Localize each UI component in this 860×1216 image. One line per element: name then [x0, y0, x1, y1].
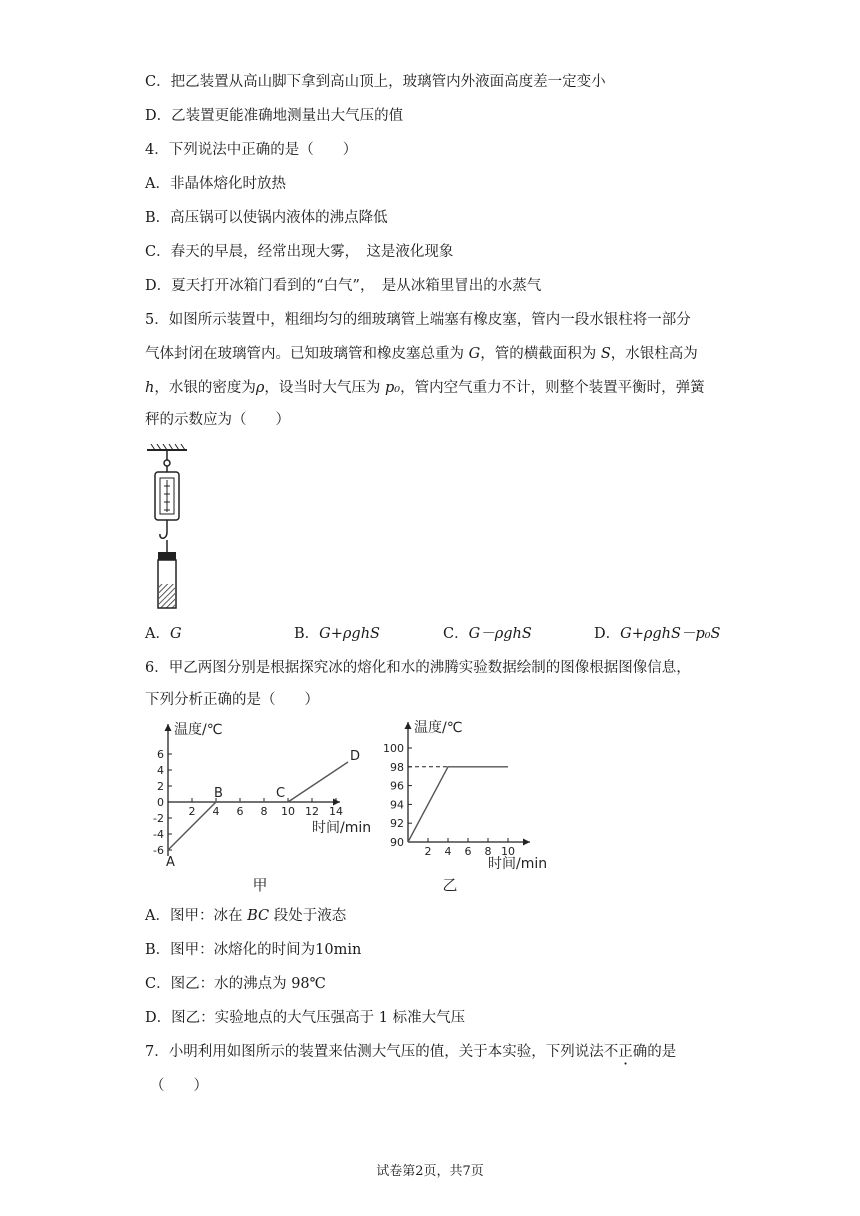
point-label-b: B: [214, 786, 223, 801]
chart-yi: [380, 718, 560, 898]
q5-option-c: C．G－ρghS: [443, 626, 532, 642]
y-axis-label: 温度/℃: [414, 720, 463, 736]
q5-stem-line2: 气体封闭在玻璃管内。已知玻璃管和橡皮塞总重为 G，管的横截面积为 S，水银柱高为: [145, 346, 698, 362]
y-tick-label: 100: [383, 742, 404, 755]
q7-emphasis: 不正确: [603, 1044, 648, 1060]
y-axis-arrow: [165, 724, 172, 731]
spring-scale-figure: [143, 444, 193, 612]
q6-option-c: C．图乙：水的沸点为 98℃: [145, 976, 326, 992]
x-tick-label: 4: [444, 845, 452, 858]
q5-option-d: D．G+ρghS－p₀S: [594, 626, 721, 642]
y-axis-label: 温度/℃: [174, 722, 223, 738]
x-tick-label: 2: [424, 845, 432, 858]
x-tick-label: 10: [501, 845, 515, 858]
x-tick-label: 2: [188, 805, 196, 818]
y-tick-label: 94: [390, 798, 404, 812]
q6-option-a: A．图甲：冰在 BC 段处于液态: [145, 908, 347, 924]
q5-stem-line3: h，水银的密度为ρ，设当时大气压为 p₀，管内空气重力不计，则整个装置平衡时，弹簧: [145, 380, 705, 396]
q4-option-b: B．高压锅可以使锅内液体的沸点降低: [145, 210, 388, 226]
q4-option-c: C．春天的早晨，经常出现大雾， 这是液化现象: [145, 244, 454, 260]
y-tick-label: 6: [157, 748, 164, 761]
q3-option-d: D．乙装置更能准确地测量出大气压的值: [145, 108, 404, 124]
y-tick-label: 90: [390, 836, 404, 849]
q6-stem-line2: 下列分析正确的是（ ）: [145, 692, 319, 708]
y-tick-label: 2: [157, 780, 164, 793]
q4-option-d: D．夏天打开冰箱门看到的“白气”， 是从冰箱里冒出的水蒸气: [145, 278, 542, 294]
q5-stem-line4: 秤的示数应为（ ）: [145, 412, 290, 428]
x-tick-label: 8: [484, 845, 492, 858]
chart-title: 乙: [442, 876, 458, 894]
y-tick-label: -2: [153, 812, 164, 825]
point-label-c: C: [276, 786, 286, 801]
x-tick-label: 14: [329, 805, 343, 818]
q5-option-b: B．G+ρghS: [294, 626, 380, 642]
y-tick-label: 92: [390, 817, 404, 831]
q3-option-c: C．把乙装置从高山脚下拿到高山顶上，玻璃管内外液面高度差一定变小: [145, 74, 606, 90]
q4-stem: 4．下列说法中正确的是（ ）: [145, 142, 358, 158]
chart-jia: [140, 718, 380, 898]
q6-option-d: D．图乙：实验地点的大气压强高于 1 标准大气压: [145, 1010, 466, 1026]
x-tick-label: 12: [305, 805, 319, 818]
y-tick-label: 98: [390, 760, 404, 774]
q6-option-b: B．图甲：冰熔化的时间为10min: [145, 942, 362, 958]
x-tick-label: 8: [260, 805, 268, 818]
series-line: [408, 767, 508, 842]
point-label-a: A: [166, 855, 175, 870]
q5-stem-line1: 5．如图所示装置中，粗细均匀的细玻璃管上端塞有橡皮塞，管内一段水银柱将一部分: [145, 312, 691, 328]
q7-stem-line1: 7．小明利用如图所示的装置来估测大气压的值，关于本实验，下列说法不正确的是: [145, 1044, 677, 1060]
y-axis-arrow: [405, 722, 412, 729]
q4-option-a: A．非晶体熔化时放热: [145, 176, 286, 192]
y-tick-label: -6: [153, 844, 164, 857]
y-tick-label: -4: [153, 828, 164, 841]
y-tick-label: 4: [157, 764, 164, 777]
x-tick-label: 6: [236, 805, 244, 818]
x-tick-label: 6: [464, 845, 472, 858]
x-axis-label: 时间/min: [488, 856, 548, 872]
chart-title: 甲: [252, 876, 268, 894]
x-tick-label: 10: [281, 805, 295, 818]
point-label-d: D: [350, 749, 361, 764]
y-tick-label: 96: [390, 779, 404, 793]
q7-stem-line2: （ ）: [150, 1078, 208, 1094]
q6-stem-line1: 6．甲乙两图分别是根据探究冰的熔化和水的沸腾实验数据绘制的图像根据图像信息，: [145, 660, 691, 676]
x-tick-label: 4: [212, 805, 220, 818]
page-footer: 试卷第2页，共7页: [376, 1164, 484, 1179]
x-axis-arrow: [523, 839, 530, 846]
y-tick-label: 0: [157, 796, 164, 809]
x-axis-label: 时间/min: [312, 820, 372, 836]
q5-option-a: A．G: [145, 626, 182, 642]
